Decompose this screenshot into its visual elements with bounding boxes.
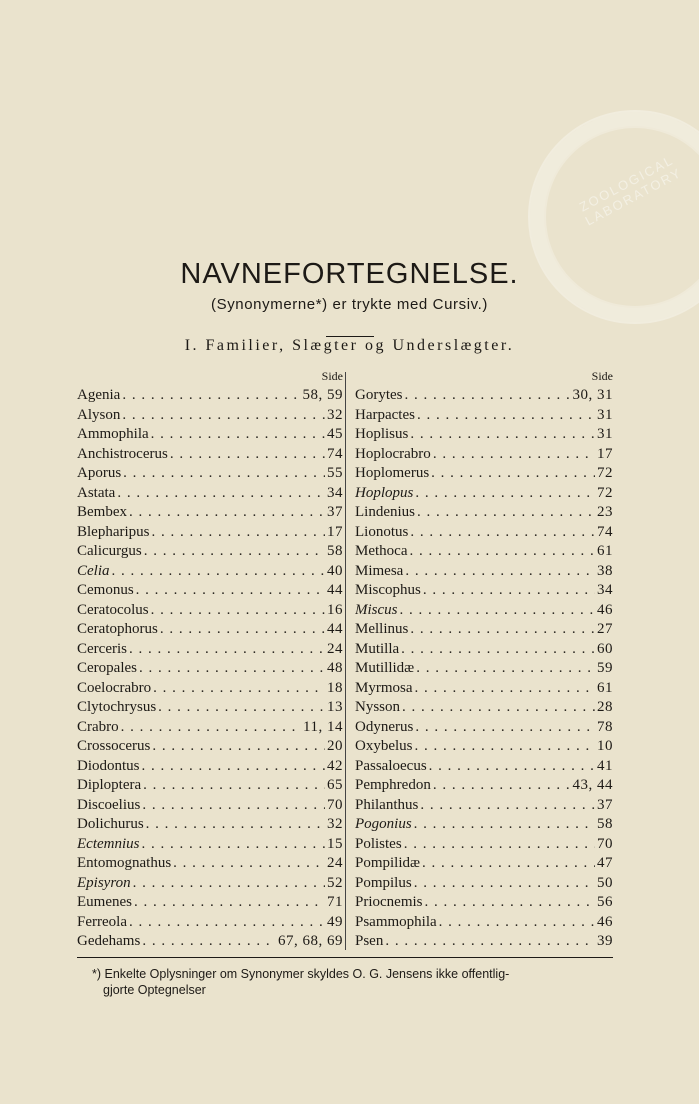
index-entry	[355, 542, 613, 562]
entry-name: Blepharipus	[77, 523, 150, 540]
entry-name: Ceropales	[77, 660, 137, 676]
entry-pages: 11, 14	[303, 718, 343, 735]
entry-pages: 55	[327, 465, 343, 481]
entry-name: Pompilus	[355, 874, 412, 891]
dot-leader	[141, 835, 325, 855]
entry-pages: 37	[327, 504, 343, 520]
index-entry	[355, 913, 613, 933]
dot-leader	[415, 718, 595, 738]
index-entry	[77, 737, 343, 757]
entry-name: Lionotus	[355, 523, 409, 540]
entry-pages: 38	[597, 562, 613, 579]
index-entry	[355, 776, 613, 796]
dot-leader	[402, 698, 595, 718]
entry-pages: 37	[597, 796, 613, 813]
entry-pages: 70	[597, 835, 613, 852]
dot-leader	[405, 562, 595, 582]
index-entry	[355, 445, 613, 465]
index-column-right	[355, 366, 613, 952]
dot-leader	[117, 484, 325, 504]
index-entry	[355, 659, 613, 679]
entry-name: Mellinus	[355, 621, 409, 637]
entry-name: Philanthus	[355, 796, 419, 813]
entry-name: Eumenes	[77, 894, 132, 910]
side-label-left: Side	[321, 369, 343, 383]
entry-pages: 78	[597, 718, 613, 735]
index-entry	[355, 503, 613, 523]
entry-name: Mutillidæ	[355, 660, 415, 676]
entry-name: Episyron	[77, 874, 131, 891]
entry-pages: 58, 59	[302, 387, 343, 403]
entry-pages: 20	[327, 738, 343, 754]
dot-leader	[129, 503, 325, 523]
index-entry	[355, 425, 613, 445]
index-entry	[77, 874, 343, 894]
entry-pages: 71	[327, 894, 343, 910]
dot-leader	[410, 523, 595, 543]
index-entry	[77, 698, 343, 718]
index-entry	[77, 659, 343, 679]
footnote-divider	[77, 957, 613, 958]
entry-pages: 32	[327, 406, 343, 423]
dot-leader	[401, 640, 595, 660]
entry-pages: 52	[327, 874, 343, 891]
dot-leader	[173, 854, 325, 874]
entry-pages: 17	[597, 445, 613, 462]
dot-leader	[143, 776, 325, 796]
entry-pages: 44	[327, 582, 343, 598]
dot-leader	[420, 796, 595, 816]
entry-name: Ferreola	[77, 913, 127, 930]
dot-leader	[433, 445, 595, 465]
entry-name: Astata	[77, 484, 116, 501]
index-entry	[355, 581, 613, 601]
entry-name: Ceratocolus	[77, 601, 149, 618]
page-subtitle: (Synonymerne*) er trykte med Cursiv.)	[211, 296, 488, 313]
entry-pages: 46	[597, 601, 613, 618]
entry-name: Miscus	[355, 601, 398, 618]
index-entry	[77, 523, 343, 543]
dot-leader	[415, 679, 596, 699]
entry-pages: 49	[327, 913, 343, 930]
entry-pages: 10	[597, 738, 613, 754]
entry-name: Methoca	[355, 543, 408, 559]
dot-leader	[429, 757, 595, 777]
entry-name: Ammophila	[77, 426, 149, 442]
dot-leader	[423, 581, 595, 601]
index-entry	[355, 562, 613, 582]
entry-name: Psammophila	[355, 913, 437, 930]
dot-leader	[122, 386, 300, 406]
footnote-line-1: *) Enkelte Oplysninger om Synonymer skyldes O. G. Jensens ikke offentlig-	[92, 967, 510, 981]
entry-name: Nysson	[355, 699, 401, 715]
index-entry	[77, 601, 343, 621]
entry-name: Pompilidæ	[355, 855, 421, 871]
dot-leader	[417, 503, 595, 523]
index-entry	[355, 718, 613, 738]
footnote	[92, 966, 620, 998]
entry-pages: 28	[597, 699, 613, 715]
dot-leader	[415, 737, 596, 757]
entry-name: Lindenius	[355, 504, 415, 520]
entry-name: Entomognathus	[77, 855, 172, 871]
index-entry	[355, 523, 613, 543]
entry-pages: 46	[597, 913, 613, 930]
entry-name: Mimesa	[355, 562, 404, 579]
entry-name: Passaloecus	[355, 757, 427, 774]
index-entry	[355, 406, 613, 426]
index-entry	[77, 893, 343, 913]
dot-leader	[151, 601, 325, 621]
entry-name: Cemonus	[77, 582, 134, 598]
entry-pages: 34	[597, 582, 613, 598]
entry-pages: 24	[327, 640, 343, 657]
dot-leader	[385, 932, 595, 952]
dot-leader	[405, 386, 571, 406]
index-entry	[77, 932, 343, 952]
dot-leader	[152, 737, 325, 757]
entry-name: Hoplomerus	[355, 465, 430, 481]
entry-name: Anchistrocerus	[77, 445, 168, 462]
entry-pages: 65	[327, 777, 343, 793]
dot-leader	[142, 796, 325, 816]
entry-list-right	[355, 386, 613, 952]
dot-leader	[152, 523, 326, 543]
entry-pages: 42	[327, 757, 343, 774]
index-entry	[355, 757, 613, 777]
entry-name: Crossocerus	[77, 738, 151, 754]
entry-pages: 45	[327, 426, 343, 442]
entry-pages: 17	[327, 523, 343, 540]
dot-leader	[122, 406, 325, 426]
entry-name: Pogonius	[355, 816, 412, 832]
index-entry	[77, 503, 343, 523]
index-entry	[77, 620, 343, 640]
index-entry	[355, 737, 613, 757]
index-entry	[355, 932, 613, 952]
entry-pages: 72	[597, 484, 613, 501]
index-entry	[77, 464, 343, 484]
dot-leader	[170, 445, 325, 465]
entry-name: Hoplocrabro	[355, 445, 431, 462]
dot-leader	[136, 581, 325, 601]
dot-leader	[417, 406, 595, 426]
index-entry	[77, 815, 343, 835]
dot-leader	[416, 659, 595, 679]
entry-name: Harpactes	[355, 406, 415, 423]
dot-leader	[414, 815, 595, 835]
entry-pages: 27	[597, 621, 613, 637]
entry-name: Diodontus	[77, 757, 140, 774]
dot-leader	[415, 484, 595, 504]
entry-name: Hoplopus	[355, 484, 414, 501]
entry-name: Ceratophorus	[77, 621, 158, 637]
dot-leader	[134, 893, 325, 913]
dot-leader	[123, 464, 325, 484]
entry-pages: 32	[327, 816, 343, 832]
index-entry	[355, 796, 613, 816]
dot-leader	[422, 854, 595, 874]
index-entry	[77, 854, 343, 874]
entry-pages: 16	[327, 601, 343, 618]
entry-name: Calicurgus	[77, 543, 142, 559]
dot-leader	[133, 874, 325, 894]
entry-name: Psen	[355, 933, 384, 949]
entry-pages: 15	[327, 835, 343, 852]
dot-leader	[160, 620, 325, 640]
index-entry	[77, 542, 343, 562]
entry-pages: 58	[327, 543, 343, 559]
dot-leader	[142, 932, 276, 952]
dot-leader	[112, 562, 326, 582]
entry-pages: 61	[597, 543, 613, 559]
entry-name: Aporus	[77, 465, 122, 481]
entry-name: Clytochrysus	[77, 699, 157, 715]
index-entry	[77, 425, 343, 445]
entry-name: Alyson	[77, 406, 121, 423]
dot-leader	[158, 698, 325, 718]
index-entry	[77, 484, 343, 504]
entry-pages: 67, 68, 69	[278, 933, 343, 949]
entry-pages: 34	[327, 484, 343, 501]
dot-leader	[409, 542, 595, 562]
entry-pages: 31	[597, 406, 613, 423]
entry-pages: 40	[327, 562, 343, 579]
index-entry	[77, 796, 343, 816]
index-entry	[77, 776, 343, 796]
column-divider	[345, 372, 346, 950]
entry-name: Myrmosa	[355, 679, 413, 696]
entry-pages: 74	[327, 445, 343, 462]
entry-pages: 23	[597, 504, 613, 520]
dot-leader	[410, 620, 595, 640]
entry-name: Coelocrabro	[77, 679, 152, 696]
dot-leader	[153, 679, 325, 699]
entry-pages: 31	[597, 426, 613, 442]
entry-name: Gorytes	[355, 387, 403, 403]
index-entry	[77, 581, 343, 601]
entry-pages: 74	[597, 523, 613, 540]
entry-pages: 30, 31	[572, 387, 613, 403]
entry-pages: 39	[597, 933, 613, 949]
entry-name: Mutilla	[355, 640, 400, 657]
dot-leader	[142, 757, 325, 777]
entry-name: Dolichurus	[77, 816, 144, 832]
entry-name: Cerceris	[77, 640, 127, 657]
dot-leader	[139, 659, 325, 679]
entry-name: Oxybelus	[355, 738, 413, 754]
entry-pages: 72	[597, 465, 613, 481]
entry-pages: 58	[597, 816, 613, 832]
index-entry	[355, 893, 613, 913]
index-entry	[77, 640, 343, 660]
entry-name: Diploptera	[77, 777, 142, 793]
dot-leader	[425, 893, 596, 913]
entry-pages: 13	[327, 699, 343, 715]
entry-pages: 47	[597, 855, 613, 871]
entry-name: Agenia	[77, 387, 121, 403]
entry-pages: 56	[597, 894, 613, 910]
index-entry	[77, 386, 343, 406]
dot-leader	[146, 815, 325, 835]
entry-name: Hoplisus	[355, 426, 409, 442]
entry-pages: 48	[327, 660, 343, 676]
dot-leader	[151, 425, 325, 445]
entry-name: Celia	[77, 562, 110, 579]
index-entry	[355, 464, 613, 484]
entry-name: Polistes	[355, 835, 402, 852]
index-entry	[355, 620, 613, 640]
entry-pages: 44	[327, 621, 343, 637]
index-entry	[355, 601, 613, 621]
index-entry	[355, 835, 613, 855]
entry-name: Crabro	[77, 718, 119, 735]
entry-pages: 18	[327, 679, 343, 696]
entry-pages: 50	[597, 874, 613, 891]
index-entry	[77, 406, 343, 426]
dot-leader	[121, 718, 301, 738]
entry-pages: 60	[597, 640, 613, 657]
entry-pages: 70	[327, 796, 343, 813]
section-heading: I. Familier, Slægter og Underslægter.	[184, 337, 515, 354]
entry-pages: 24	[327, 855, 343, 871]
dot-leader	[410, 425, 595, 445]
entry-name: Ectemnius	[77, 835, 140, 852]
dot-leader	[400, 601, 596, 621]
entry-name: Discoelius	[77, 796, 141, 813]
index-entry	[355, 874, 613, 894]
side-label-right: Side	[591, 369, 613, 383]
index-entry	[355, 854, 613, 874]
dot-leader	[144, 542, 325, 562]
entry-name: Priocnemis	[355, 894, 423, 910]
entry-pages: 61	[597, 679, 613, 696]
dot-leader	[129, 913, 325, 933]
seal-text: ZOOLOGICAL LABORATORY	[576, 152, 685, 229]
index-entry	[355, 386, 613, 406]
entry-name: Gedehams	[77, 933, 141, 949]
index-entry	[77, 562, 343, 582]
embossed-seal	[528, 110, 699, 324]
dot-leader	[404, 835, 595, 855]
index-entry	[77, 718, 343, 738]
dot-leader	[414, 874, 595, 894]
dot-leader	[433, 776, 571, 796]
entry-pages: 43, 44	[572, 777, 613, 793]
index-entry	[355, 698, 613, 718]
dot-leader	[439, 913, 595, 933]
footnote-line-2: gjorte Optegnelser	[103, 983, 206, 997]
index-column-left	[77, 366, 343, 952]
entry-list-left	[77, 386, 343, 952]
dot-leader	[431, 464, 595, 484]
entry-name: Pemphredon	[355, 777, 431, 793]
index-entry	[355, 815, 613, 835]
entry-name: Bembex	[77, 504, 127, 520]
index-entry	[355, 640, 613, 660]
entry-name: Miscophus	[355, 582, 421, 598]
index-entry	[77, 835, 343, 855]
index-entry	[77, 445, 343, 465]
index-entry	[77, 757, 343, 777]
index-entry	[77, 679, 343, 699]
index-entry	[355, 484, 613, 504]
page-title: NAVNEFORTEGNELSE.	[180, 258, 519, 290]
index-entry	[355, 679, 613, 699]
index-entry	[77, 913, 343, 933]
entry-pages: 59	[597, 660, 613, 676]
entry-pages: 41	[597, 757, 613, 774]
dot-leader	[129, 640, 325, 660]
entry-name: Odynerus	[355, 718, 414, 735]
